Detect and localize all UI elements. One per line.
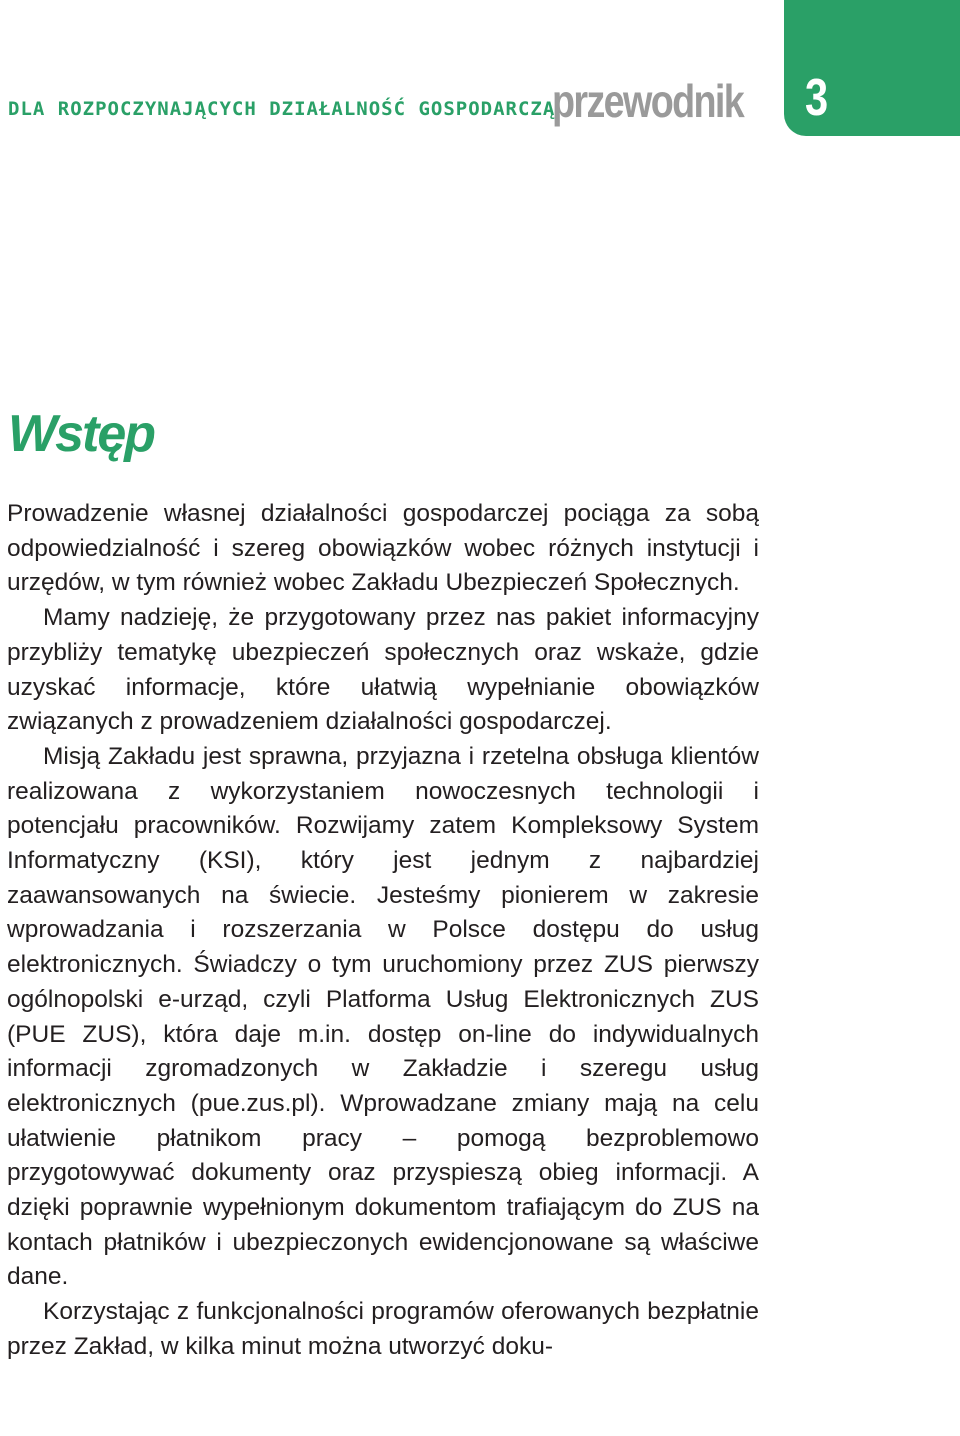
page-number: 3 [805, 69, 829, 127]
paragraph-hope: Mamy nadzieję, że przygotowany przez nas pakiet informacyjny przybliży tematykę ubezpieczeń społecznych oraz wskaże, gdzie uzyskać informacje, które ułatwią wypełnianie obowiązków związanych z prowadzeniem działalności gospodarczej. [7, 604, 759, 736]
section-title: Wstęp [8, 405, 154, 463]
paragraph-tools: Korzystając z funkcjonalności programów oferowanych bezpłatnie przez Zakład, w kilka minut można utworzyć doku- [7, 1298, 759, 1360]
running-header-brand: przewodnik [552, 75, 744, 127]
running-header-kicker: DLA ROZPOCZYNAJĄCYCH DZIAŁALNOŚĆ GOSPODARCZĄ [8, 98, 556, 120]
paragraph-intro: Prowadzenie własnej działalności gospodarczej pociąga za sobą odpowiedzialność i szereg obowiązków wobec różnych instytucji i urzędów, w tym również wobec Zakładu Ubezpieczeń Społecznych. [7, 500, 759, 597]
paragraph-mission: Misją Zakładu jest sprawna, przyjazna i rzetelna obsługa klientów realizowana z wykorzystaniem nowoczesnych technologii i potencjału pracowników. Rozwijamy zatem Kompleksowy System Informatyczny (KSI), który jest jednym z najbardziej zaawansowanych na świecie. Jesteśmy pionierem w zakresie wprowadzania i rozszerzania w Polsce dostępu do usług elektronicznych. Świadczy o tym uruchomiony przez ZUS pierwszy ogólnopolski e-urząd, czyli Platforma Usług Elektronicznych ZUS (PUE ZUS), która daje m.in. dostęp on-line do indywidualnych informacji zgromadzonych w Zakładzie i szeregu usług elektronicznych (pue.zus.pl). Wprowadzane zmiany mają na celu ułatwienie płatnikom pracy – pomogą bezproblemowo przygotowywać dokumenty oraz przyspieszą obieg informacji. A dzięki poprawnie wypełnionym dokumentom trafiającym do ZUS na kontach płatników i ubezpieczonych ewidencjonowane są właściwe dane. [7, 742, 759, 1291]
body-text [7, 497, 759, 1365]
